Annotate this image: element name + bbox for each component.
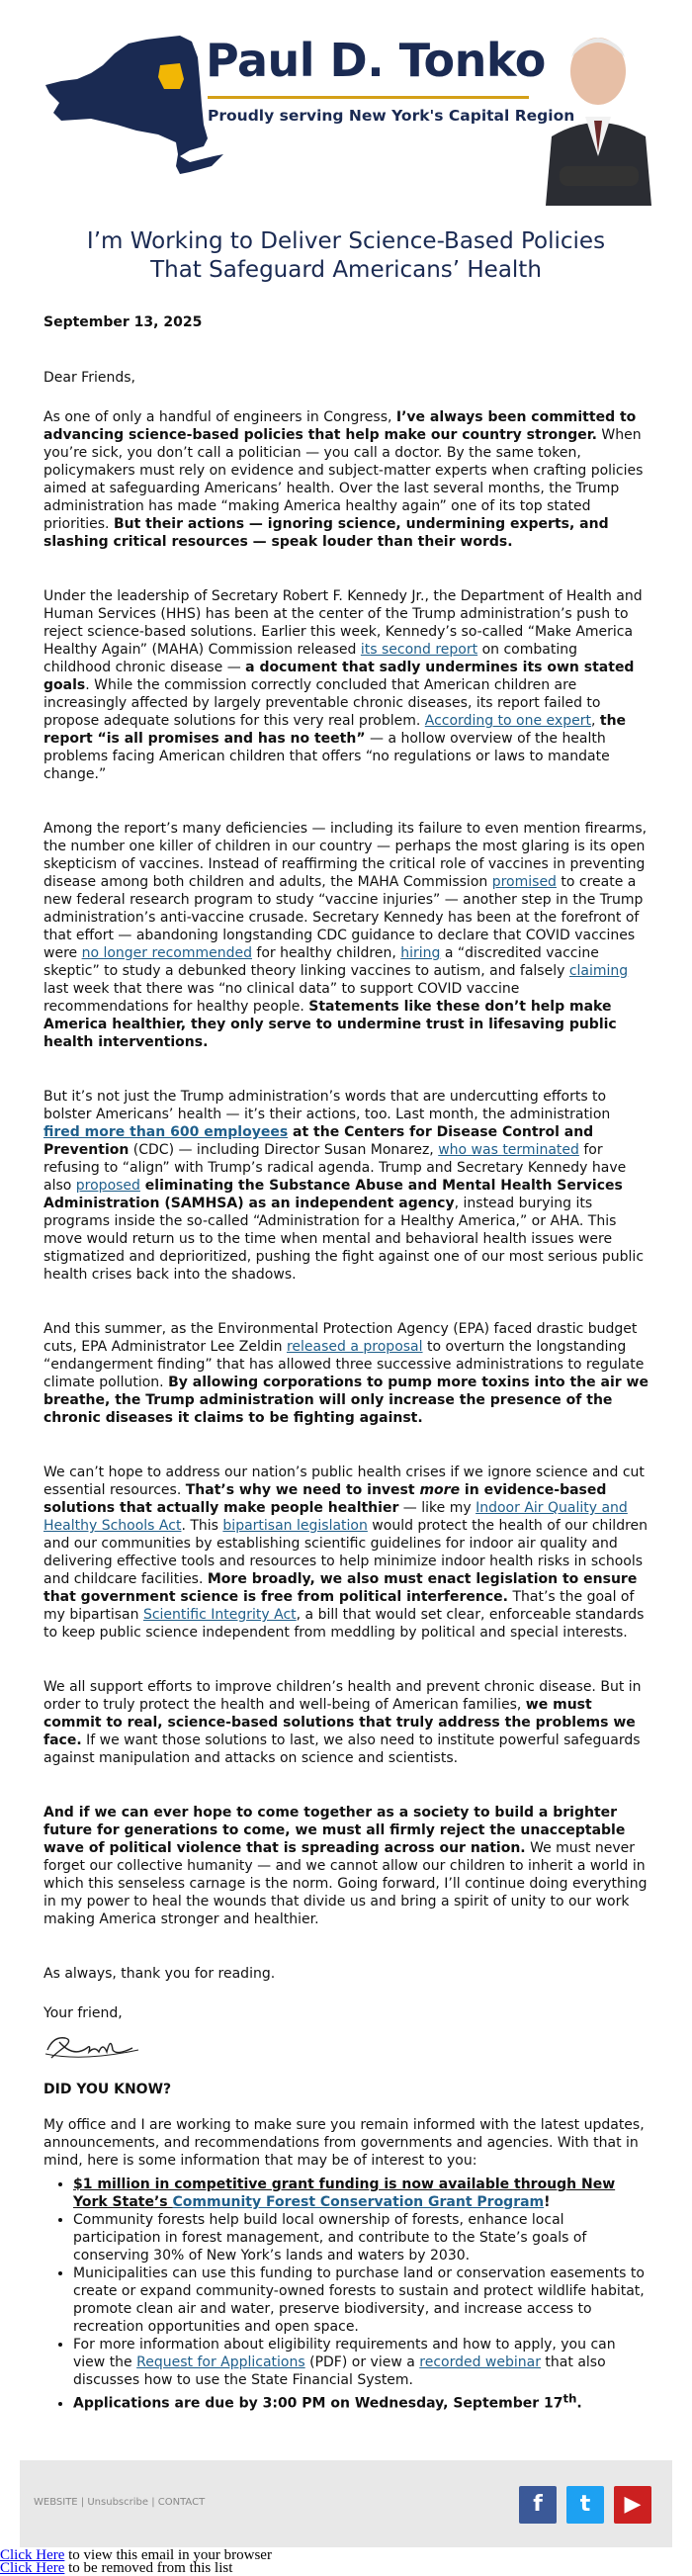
released-proposal-link[interactable]: released a proposal <box>286 1339 423 1355</box>
paragraph-2: Under the leadership of Secretary Robert F. Kennedy Jr., the Department of Health and Human Services (HHS) has been at the center of the Trump administration’s push to reject science-based solutions. Earlier this week, Kennedy’s so-called “Make America Healthy Again” (MAHA) Commission released its second report on combating childhood chronic disease — a document that sadly undermines its own stated goals. While the commission correctly concluded that American children are increasingly affected by largely preventable chronic diseases, its report failed to propose adequate solutions for this very real problem. According to one expert, the report “is all promises and has no teeth” — a hollow overview of the health problems facing American children that offers “no regulations or laws to mandate change.” <box>43 588 643 782</box>
expert-link[interactable]: According to one expert <box>424 713 591 729</box>
hiring-link[interactable]: hiring <box>400 945 441 961</box>
greeting: Dear Friends, <box>43 370 135 386</box>
promised-link[interactable]: promised <box>491 874 557 890</box>
fired-employees-link[interactable]: fired more than 600 employees <box>43 1124 289 1140</box>
twitter-icon[interactable]: t <box>566 2486 604 2524</box>
request-for-applications-link[interactable]: Request for Applications <box>136 2354 305 2370</box>
closing-line: As always, thank you for reading. <box>43 1966 276 1982</box>
paragraph-7: We all support efforts to improve children’s health and prevent chronic disease. But in order to truly protect the health and well-being of American families, we must commit to real, science-based solutions that truly address the problems we face. If we want those solutions to last, we also need to institute powerful safeguards against manipulation and attacks on science and scientists. <box>43 1679 642 1766</box>
facebook-icon[interactable]: f <box>519 2486 557 2524</box>
signoff: Your friend, <box>43 2005 123 2021</box>
indoor-air-quality-act-link[interactable]: Indoor Air Quality and Healthy Schools Act <box>43 1500 628 1534</box>
list-item: • Applications are due by 3:00 PM on Wednesday, September 17th. <box>73 2389 649 2413</box>
paragraph-6: We can’t hope to address our nation’s public health crises if we ignore science and cut essential resources. That’s why we need to invest more in evidence-based solutions that actually make people healthier — like my Indoor Air Quality and Healthy Schools Act. This bipartisan legislation would protect the health of our children and our communities by establishing scientific guidelines for indoor air quality and delivering effective tools and resources to help minimize indoor health risks in schools and childcare facilities. More broadly, we also must enact legislation to ensure that government science is free from political interference. That’s the goal of my bipartisan Scientific Integrity Act, a bill that would set clear, enforceable standards to keep public science independent from meddling by political and special interests. <box>43 1465 649 1641</box>
portrait-photo <box>542 18 655 206</box>
did-you-know-heading: DID YOU KNOW? <box>43 2082 172 2097</box>
newsletter-title: I’m Working to Deliver Science-Based Policies That Safeguard Americans’ Health <box>86 228 606 283</box>
paragraph-3: Among the report’s many deficiencies — including its failure to even mention firearms, the number one killer of children in our country — perhaps the most glaring is its open skepticism of vaccines. Instead of reaffirming the critical role of vaccines in preventing disease among both children and adults, the MAHA Commission promised to create a new federal research program to study “vaccine injuries” — another step in the Trump administration’s anti-vaccine crusade. Secretary Kennedy has been at the forefront of that effort — abandoning longstanding CDC guidance to declare that COVID vaccines were no longer recommended for healthy children, hiring a “discredited vaccine skeptic” to study a debunked theory linking vaccines to autism, and falsely claiming last week that there was “no clinical data” to support COVID vaccine recommendations for healthy people. Statements like these don’t help make America healthier, they only serve to undermine trust in lifesaving public health interventions. <box>43 821 648 1050</box>
list-item: • $1 million in competitive grant funding is now available through New York State’s Community Forest Conservation Grant Program! <box>73 2176 649 2211</box>
list-item: • Community forests help build local ownership of forests, enhance local participation in forest management, and contribute to the State’s goals of conserving 30% of New York’s lands and waters by 2030. <box>73 2211 649 2265</box>
proposed-link[interactable]: proposed <box>75 1178 140 1194</box>
scientific-integrity-act-link[interactable]: Scientific Integrity Act <box>142 1607 297 1623</box>
footer-links: WEBSITE | Unsubscribe | CONTACT <box>34 2497 206 2508</box>
youtube-icon[interactable]: ▶ <box>614 2486 651 2524</box>
second-report-link[interactable]: its second report <box>360 642 478 658</box>
paragraph-4: But it’s not just the Trump administration’s words that are undercutting efforts to bolster Americans’ health — it’s their actions, too. Last month, the administration fired more than 600 employees at the Centers for Disease Control and Prevention (CDC) — including Director Susan Monarez, who was terminated for refusing to “align” with Trump’s radical agenda. Trump and Secretary Kennedy have also proposed eliminating the Substance Abuse and Mental Health Services Administration (SAMHSA) as an independent agency, instead burying its programs inside the so-called “Administration for a Healthy America,” or AHA. This move would return us to the time when mental and behavioral health issues were stigmatized and deprioritized, pushing the fight against one of our most serious public health crises back into the shadows. <box>43 1089 645 1283</box>
list-item: • Municipalities can use this funding to purchase land or conservation easements to create or expand community-owned forests to sustain and protect wildlife habitat, promote clean air and water, preserve biodiversity, and increase access to recreation opportunities and open space. <box>73 2265 649 2336</box>
recorded-webinar-link[interactable]: recorded webinar <box>419 2354 541 2370</box>
paragraph-5: And this summer, as the Environmental Protection Agency (EPA) faced drastic budget cuts, EPA Administrator Lee Zeldin released a proposal to overturn the longstanding “endangerment finding” that has allowed three successive administrations to regulate climate pollution. By allowing corporations to pump more toxins into the air we breathe, the Trump administration will only increase the presence of the chronic diseases it claims to be fighting against. <box>43 1321 649 1426</box>
header-banner <box>0 0 692 206</box>
view-in-browser-line: Click Here to view this email in your browser <box>0 2547 272 2563</box>
list-item: • For more information about eligibility requirements and how to apply, you can view the Request for Applications (PDF) or view a recorded webinar that also discusses how to use the State Financial System. <box>73 2336 649 2389</box>
grant-program-link[interactable]: Community Forest Conservation Grant Program <box>172 2194 545 2210</box>
newsletter-date: September 13, 2025 <box>43 314 203 330</box>
no-longer-recommended-link[interactable]: no longer recommended <box>81 945 252 961</box>
footer-bar <box>20 2460 672 2547</box>
remove-from-list-link[interactable]: Click Here <box>0 2560 65 2576</box>
contact-link[interactable]: CONTACT <box>157 2497 206 2508</box>
header-tagline: Proudly serving New York's Capital Region <box>208 107 575 125</box>
handwritten-signature <box>43 2028 162 2064</box>
paragraph-1: As one of only a handful of engineers in Congress, I’ve always been committed to advancing science-based policies that help make our country stronger. When you’re sick, you don’t call a politician — you call a doctor. By the same token, policymakers must rely on evidence and subject-matter experts when crafting policies aimed at safeguarding Americans’ health. Over the last several months, the Trump administration has made “making America healthy again” one of its top stated priorities. But their actions — ignoring science, undermining experts, and slashing critical resources — speak louder than their words. <box>43 409 644 550</box>
bipartisan-legislation-link[interactable]: bipartisan legislation <box>222 1518 368 1534</box>
did-you-know-list <box>43 2176 649 2413</box>
unsubscribe-link[interactable]: Unsubscribe <box>87 2497 149 2508</box>
did-you-know-intro: My office and I are working to make sure you remain informed with the latest updates, announcements, and recommendations from governments and agencies. With that in mind, here is some information that may be of interest to you: <box>43 2117 645 2169</box>
new-york-map-logo <box>32 28 229 176</box>
paragraph-8: And if we can ever hope to come together as a society to build a brighter future for generations to come, we must all firmly reject the unacceptable wave of political violence that is spreading across our nation. We must never forget our collective humanity — and we cannot allow our children to inherit a world in which this senseless carnage is the norm. Going forward, I’ll continue doing everything in my power to heal the wounds that divide us and bring a spirit of unity to our work making America stronger and healthier. <box>43 1805 648 1927</box>
view-in-browser-link[interactable]: Click Here <box>0 2547 65 2563</box>
claiming-link[interactable]: claiming <box>568 963 629 979</box>
website-link[interactable]: WEBSITE <box>34 2497 78 2508</box>
representative-name: Paul D. Tonko <box>206 34 546 87</box>
email-links <box>0 2549 272 2575</box>
unsubscribe-line: Click Here to be removed from this list <box>0 2560 233 2576</box>
terminated-link[interactable]: who was terminated <box>438 1142 579 1158</box>
gold-divider <box>208 96 529 99</box>
